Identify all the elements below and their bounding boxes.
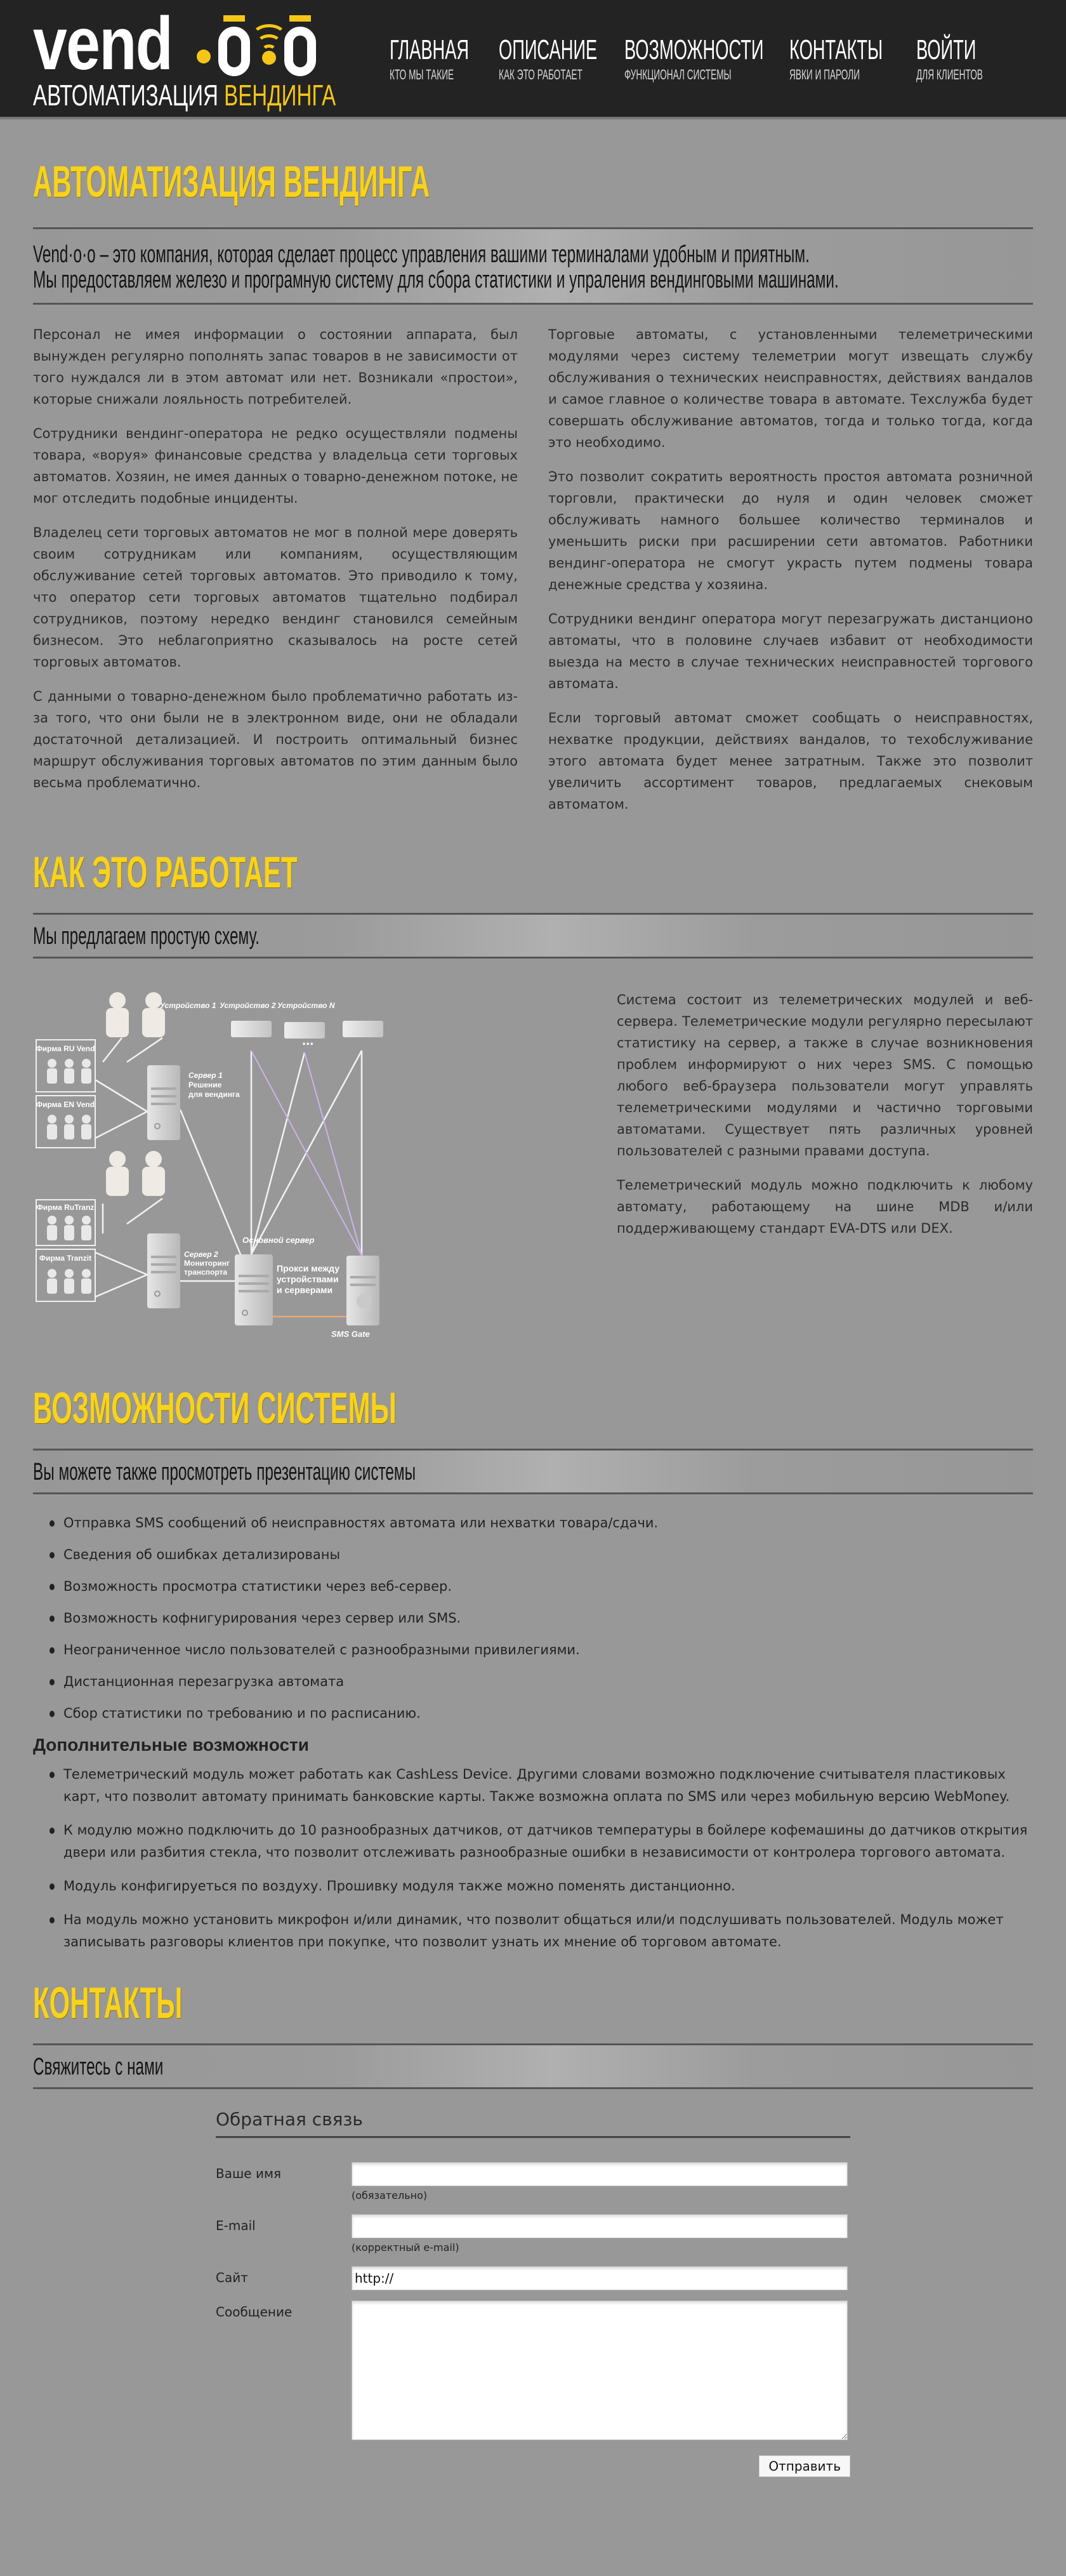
- section-title: КОНТАКТЫ: [33, 1978, 183, 2028]
- proxy-label: устройствами: [277, 1274, 339, 1284]
- page-content: [0, 119, 1066, 2495]
- nav-title: ВОЗМОЖНОСТИ: [624, 34, 764, 65]
- site-label: Сайт: [216, 2270, 248, 2285]
- user-icon: [64, 1216, 74, 1240]
- tagline-yellow: ВЕНДИНГА: [224, 79, 336, 112]
- server2-label: Мониторинг: [184, 1259, 230, 1268]
- server1-label: Решение: [188, 1080, 222, 1089]
- presentation-link[interactable]: Вы можете также просмотреть презентацию системы: [33, 1459, 416, 1485]
- main-nav: [390, 36, 1024, 83]
- logo-tagline: [33, 80, 336, 110]
- user-icon: [81, 1115, 91, 1139]
- logo[interactable]: [33, 2, 336, 112]
- server1-label: для вендинга: [188, 1090, 240, 1099]
- user-icon: [106, 1151, 129, 1196]
- site-input[interactable]: [352, 2266, 848, 2290]
- name-input[interactable]: [352, 2162, 848, 2186]
- section-intro: [33, 119, 1033, 828]
- section-how-it-works: [33, 828, 1033, 1370]
- main-server-label: Основной сервер: [242, 1235, 315, 1245]
- firm-label: Фирма RuTranz: [36, 1203, 95, 1212]
- submit-button[interactable]: Отправить: [759, 2455, 850, 2477]
- sms-gate-server-icon: [346, 1256, 379, 1325]
- server-icon: [147, 1233, 180, 1308]
- list-item: Модуль конфигируеться по воздуху. Прошивку модуля также можно поменять дистанционно.: [33, 1875, 1033, 1897]
- how-it-works-text: [617, 976, 1033, 1370]
- intro-left-column: [33, 324, 518, 828]
- nav-title: ОПИСАНИЕ: [499, 34, 598, 65]
- paragraph: Если торговый автомат сможет сообщать о неисправностях, нехватке продукции, действиях вандалов, то техобслуживание этого автомата будет менее затратным. Также это позволит увеличить ассортимент товаров, предлагаемых снековым автоматом.: [548, 710, 1033, 812]
- proxy-label: Прокси между: [277, 1263, 339, 1273]
- nav-title: ВОЙТИ: [916, 34, 977, 65]
- device-icon: [343, 1021, 383, 1037]
- nav-subtitle: ДЛЯ КЛИЕНТОВ: [916, 67, 983, 83]
- list-item: Сведения об ошибках детализированы: [33, 1544, 1033, 1565]
- sms-gate-label: SMS Gate: [331, 1329, 370, 1339]
- ellipsis: ...: [302, 1032, 314, 1048]
- section-title: АВТОМАТИЗАЦИЯ ВЕНДИНГА: [33, 157, 430, 206]
- lead-band: [33, 1449, 1033, 1494]
- extra-features-heading: Дополнительные возможности: [33, 1735, 309, 1755]
- user-icon: [81, 1269, 91, 1294]
- user-icon: [81, 1059, 91, 1084]
- firm-label: Фирма EN Vend: [36, 1100, 95, 1109]
- lead-band: [33, 913, 1033, 959]
- form-actions: [216, 2455, 850, 2477]
- form-row-site: [216, 2266, 850, 2290]
- device-label: Устройство 1: [160, 1001, 216, 1010]
- device-label: Устройство N: [277, 1001, 335, 1010]
- extra-features-list: [33, 1763, 1033, 1953]
- how-it-works-body: [33, 976, 1033, 1370]
- server2-label: транспорта: [184, 1268, 228, 1277]
- nav-subtitle: ФУНКЦИОНАЛ СИСТЕМЫ: [624, 67, 732, 83]
- device-label: Устройство 2: [220, 1001, 276, 1010]
- device-icon: [231, 1021, 272, 1037]
- list-item: Телеметрический модуль может работать как CashLess Device. Другими словами возможно подключение считывателя пластиковых карт, что позволит автомату принимать банковские карты. Также возможна оплата по SMS или через мобильную версию WebMoney.: [33, 1763, 1033, 1808]
- logo-bar-icon: [223, 15, 245, 22]
- nav-subtitle: КТО МЫ ТАКИЕ: [390, 67, 454, 83]
- message-label: Сообщение: [216, 2304, 293, 2320]
- form-row-email: [216, 2214, 850, 2255]
- firm-label: Фирма RU Vend: [36, 1044, 95, 1053]
- section-title: ВОЗМОЖНОСТИ СИСТЕМЫ: [33, 1383, 397, 1433]
- paragraph: Это позволит сократить вероятность простоя автомата розничной торговли, практически до нуля и один человек сможет обслуживать намного большее количество терминалов и уменьшить риски при расширении сети автоматов. Работники вендинг-оператора не смогут украсть путем подмены товара денежные средства у хозяина.: [548, 469, 1033, 592]
- paragraph: С данными о товарно-денежном было проблематично работать из-за того, что они были не в электронном виде, они не обладали достаточной детализацией. И построить оптимальный бизнес маршрут обслуживания торговых автоматов по этим данным было весьма проблематично.: [33, 689, 518, 790]
- user-icon: [47, 1269, 57, 1294]
- form-title: Обратная связь: [216, 2108, 850, 2138]
- lead-band: [33, 2043, 1033, 2089]
- nav-item-login[interactable]: [916, 36, 992, 83]
- features-list: [33, 1512, 1033, 1724]
- list-item: Дистанционная перезагрузка автомата: [33, 1671, 1033, 1692]
- logo-bar-icon: [289, 15, 311, 22]
- paragraph: Владелец сети торговых автоматов не мог в полной мере доверять своим сотрудникам или компаниям, осуществляющим обслуживание сетей торговых автоматов. Это приводило к тому, что оператор сети торговых автоматов тщательно подбирал сотрудников, поэтому нередко вендинг становился семейным бизнесом. Это неблагоприятно сказывалось на росте сетей торговых автоматов.: [33, 525, 518, 670]
- nav-item-description[interactable]: [499, 34, 598, 83]
- connection-lines: [95, 1038, 362, 1297]
- server-icon: [147, 1065, 180, 1140]
- nav-item-home[interactable]: [390, 34, 470, 83]
- user-icon: [106, 992, 129, 1037]
- nav-item-features[interactable]: [624, 34, 764, 83]
- user-icon: [81, 1216, 91, 1240]
- nav-title: КОНТАКТЫ: [789, 34, 883, 65]
- section-contacts: [33, 1965, 1033, 2495]
- message-textarea[interactable]: [352, 2300, 848, 2440]
- paragraph: Система состоит из телеметрических модулей и веб-сервера. Телеметрические модули регулярно пересылают статистику на сервер, а также в случае возникновения проблем информируют о них через SMS. С помощью любого веб-браузера пользователи могут управлять телеметрическими модулями и частично торговыми автоматами. Существует пять различных уровней пользователей с разными правами доступа.: [617, 992, 1033, 1159]
- list-item: Неограниченное число пользователей с разнообразными привилегиями.: [33, 1639, 1033, 1661]
- section-title: КАК ЭТО РАБОТАЕТ: [33, 847, 298, 897]
- user-icon: [47, 1059, 57, 1084]
- main-server-icon: [235, 1254, 273, 1325]
- feedback-form: [216, 2108, 850, 2477]
- wifi-dot-icon: [262, 51, 276, 65]
- paragraph: Телеметрический модуль можно подключить к любому автомату, работающему на шине MDB и/или поддерживающему стандарт EVA-DTS или DEX.: [617, 1178, 1033, 1236]
- nav-subtitle: ЯВКИ И ПАРОЛИ: [789, 67, 860, 83]
- list-item: Возможность кофнигурирования через сервер или SMS.: [33, 1607, 1033, 1629]
- logo-dot-icon: [197, 50, 211, 63]
- list-item: Возможность просмотра статистики через веб-сервер.: [33, 1576, 1033, 1597]
- firm-label: Фирма Tranzit: [39, 1254, 92, 1263]
- form-row-message: [216, 2300, 850, 2443]
- email-label: E-mail: [216, 2218, 256, 2233]
- tagline-white: АВТОМАТИЗАЦИЯ: [33, 79, 218, 112]
- section-features: [33, 1370, 1033, 1953]
- nav-item-contacts[interactable]: [789, 36, 885, 83]
- list-item: К модулю можно подключить до 10 разнообразных датчиков, от датчиков температуры в бойлере кофемашины до датчиков открытия двери или разбития стекла, что позволит отслеживать разнообразные ошибки в независимости от контролера торгового автомата.: [33, 1819, 1033, 1864]
- list-item: На модуль можно установить микрофон и/или динамик, что позволит общаться или/и подслушивать пользователей. Модуль может записывать разговоры клиентов при покупке, что позволит узнать их мнение об торговом автомате.: [33, 1909, 1033, 1953]
- paragraph: Торговые автоматы, с установленными телеметрическими модулями через систему телеметрии могут извещать службу обслуживания о технических неисправностях, действиях вандалов и самое главное о количестве товара в автомате. Техслужба будет совершать обслуживание автоматов, тогда и только тогда, когда это необходимо.: [548, 327, 1033, 450]
- name-label: Ваше имя: [216, 2166, 282, 2181]
- proxy-label: и серверами: [277, 1285, 333, 1295]
- paragraph: Сотрудники вендинг-оператора не редко осуществляли подмены товара, «воруя» финансовые средства у владельца сети торговых автоматов. Хозяин, не имея данных о товарно-денежном потоке, не мог отследить подобные инциденты.: [33, 426, 518, 506]
- logo-letter-o-icon: [218, 27, 250, 76]
- lead-text: Vend·o·o – это компания, которая сделает процесс управления вашими терминалами удобным и приятным.: [33, 241, 810, 268]
- user-icon: [47, 1115, 57, 1139]
- lead-text: Мы предоставляем железо и програмную систему для сбора статистики и упраления вендинговыми машинами.: [33, 267, 839, 293]
- lead-text: Свяжитесь с нами: [33, 2054, 164, 2080]
- user-icon: [47, 1216, 57, 1240]
- list-item: Сбор статистики по требованию и по расписанию.: [33, 1703, 1033, 1724]
- email-hint: (корректный e-mail): [352, 2241, 459, 2254]
- email-input[interactable]: [352, 2214, 848, 2238]
- paragraph: Персонал не имея информации о состоянии аппарата, был вынужден регулярно пополнять запас товаров в не зависимости от того нуждался ли в этом автомат или нет. Возникали «простои», которые снижали лояльность потребителей.: [33, 327, 518, 407]
- user-icon: [64, 1115, 74, 1139]
- user-icon: [142, 992, 165, 1037]
- server1-label: Сервер 1: [188, 1071, 223, 1080]
- user-icon: [64, 1059, 74, 1084]
- site-header: [0, 0, 1066, 119]
- user-icon: [142, 1151, 165, 1196]
- nav-subtitle: КАК ЭТО РАБОТАЕТ: [499, 67, 582, 83]
- intro-columns: [33, 324, 1033, 828]
- intro-right-column: [548, 324, 1033, 828]
- list-item: Отправка SMS сообщений об неисправностях автомата или нехватки товара/сдачи.: [33, 1512, 1033, 1534]
- logo-wordmark: vend: [33, 2, 173, 86]
- form-row-name: [216, 2162, 850, 2203]
- lead-text: Мы предлагаем простую схему.: [33, 923, 260, 950]
- user-icon: [64, 1269, 74, 1294]
- nav-title: ГЛАВНАЯ: [390, 34, 470, 65]
- diagram-svg: [33, 976, 591, 1370]
- paragraph: Сотрудники вендинг оператора могут перезагружать дистанционо автоматы, что в половине случаев избавит от необходимости выезда на место в случае технических неисправностей торгового автомата.: [548, 611, 1033, 691]
- logo-letter-o-icon: [284, 27, 316, 76]
- lead-band: [33, 227, 1033, 305]
- system-diagram: [33, 976, 591, 1370]
- server2-label: Сервер 2: [184, 1250, 218, 1259]
- name-hint: (обязательно): [352, 2189, 428, 2201]
